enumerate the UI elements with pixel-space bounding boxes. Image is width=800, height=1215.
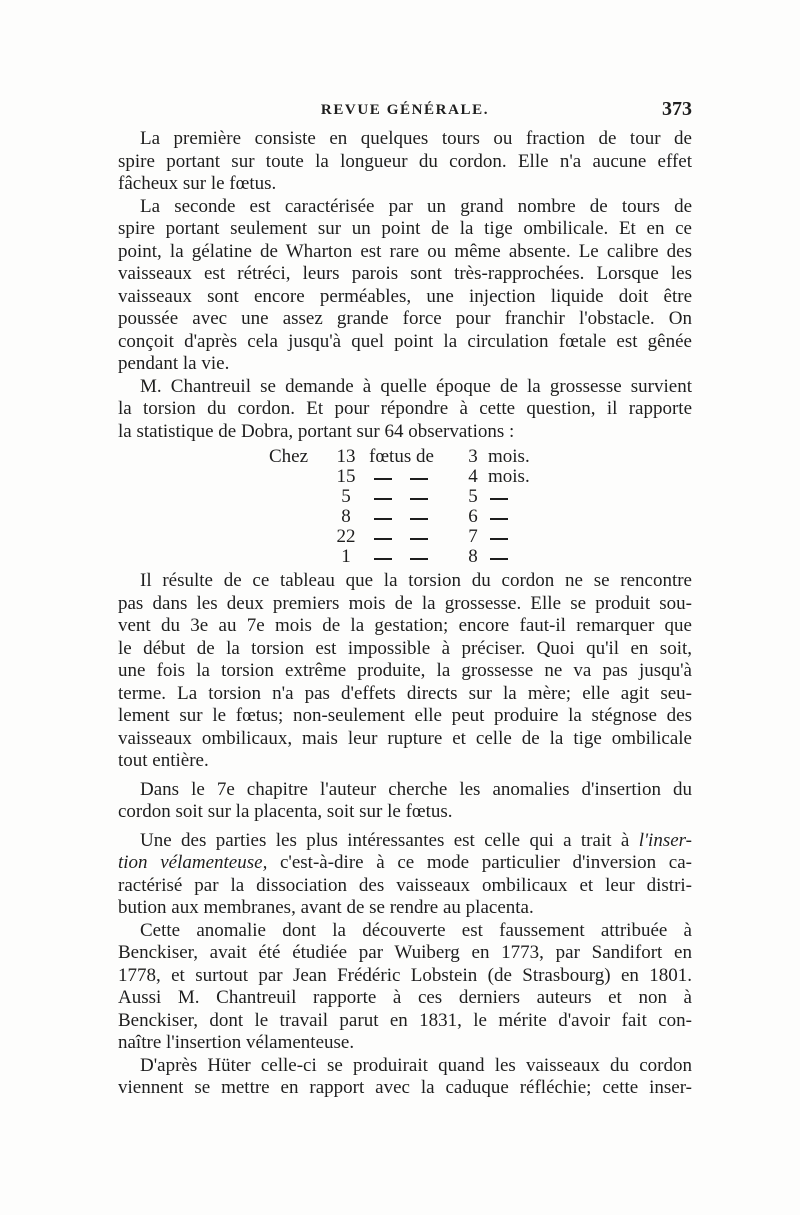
text-line: Benckiser, dont le travail parut en 1831, le mérite d'avoir fait con- [118, 1009, 692, 1031]
ditto-mark [410, 518, 428, 520]
table-row [118, 546, 692, 568]
text-line: pendant la vie. [118, 353, 230, 374]
italic-term: l'inser- [638, 829, 692, 851]
table-unit: fœtus de [369, 446, 434, 467]
fetus-count: 1 [341, 546, 351, 567]
text-line: Aussi M. Chantreuil rapporte à ces derniers auteurs et non à [118, 987, 692, 1008]
text-line: la statistique de Dobra, portant sur 64 observations : [118, 420, 515, 442]
table-row [118, 506, 692, 528]
text-line: Cette anomalie dont la découverte est faussement attribuée à [140, 919, 692, 941]
ditto-mark [374, 558, 392, 560]
ditto-mark [374, 478, 392, 480]
fetus-count: 22 [336, 526, 356, 547]
text-line: La première consiste en quelques tours ou fraction de tour de [140, 128, 692, 149]
ditto-mark [410, 498, 428, 500]
table-row [118, 446, 692, 468]
ditto-mark [410, 478, 428, 480]
paragraph-5 [118, 779, 692, 824]
table-row [118, 466, 692, 488]
text-line: terme. La torsion n'a pas d'effets directs sur la mère; elle agit seu- [118, 682, 692, 704]
paragraph-7 [118, 920, 692, 1055]
text-line: D'après Hüter celle-ci se produirait quand les vaisseaux du cordon [140, 1054, 692, 1076]
text-line: naître l'insertion vélamenteuse. [118, 1032, 355, 1053]
text-line: point, la gélatine de Wharton est rare ou même absente. Le calibre des [118, 240, 692, 262]
fetus-count: 15 [336, 466, 356, 487]
text-line: vent du 3e au 7e mois de la gestation; encore faut-il remarquer que [118, 615, 692, 636]
text-line: viennent se mettre en rapport avec la caduque réfléchie; cette inser- [118, 1077, 692, 1098]
text-line: la torsion du cordon. Et pour répondre à cette question, il rapporte [118, 398, 692, 419]
text-line: spire portant sur toute la longueur du cordon. Elle n'a aucune effet [118, 150, 692, 172]
text-line: vaisseaux sont encore perméables, une injection liquide doit être [118, 285, 692, 307]
ditto-mark [490, 558, 508, 560]
body-text [118, 128, 692, 1100]
month-value: 4 [468, 466, 478, 487]
paragraph-8 [118, 1055, 692, 1100]
ditto-mark [490, 538, 508, 540]
ditto-mark [374, 518, 392, 520]
text-line: vaisseaux ombilicaux, mais leur rupture et celle de la tige ombilicale [118, 727, 692, 749]
paragraph-3 [118, 376, 692, 444]
paragraph-1 [118, 128, 692, 196]
statistics-table [118, 446, 692, 566]
paragraph-6 [118, 830, 692, 920]
text-line: tout entière. [118, 750, 209, 771]
month-value: 5 [468, 486, 478, 507]
fetus-count: 5 [341, 486, 351, 507]
ditto-mark [410, 538, 428, 540]
text-line [118, 830, 692, 853]
fetus-count: 8 [341, 506, 351, 527]
italic-term: tion vélamenteuse, [118, 852, 268, 873]
text-line: spire portant seulement sur un point de la tige ombilicale. Et en ce [118, 218, 692, 239]
month-value: 6 [468, 506, 478, 527]
text-line: bution aux membranes, avant de se rendre au placenta. [118, 897, 534, 918]
text-span: Une des parties les plus intéressantes est celle qui a trait à [140, 829, 639, 851]
text-line: vaisseaux est rétréci, leurs parois sont très-rapprochées. Lorsque les [118, 263, 692, 284]
text-line: 1778, et surtout par Jean Frédéric Lobstein (de Strasbourg) en 1801. [118, 964, 692, 986]
table-row [118, 486, 692, 508]
text-line [118, 852, 692, 875]
text-span: c'est-à-dire à ce mode particulier d'inversion ca- [267, 852, 692, 873]
table-suffix: mois. [488, 446, 530, 467]
month-value: 3 [468, 446, 478, 467]
text-line: le début de la torsion est impossible à préciser. Quoi qu'il en soit, [118, 637, 692, 659]
text-line: cordon soit sur la placenta, soit sur le fœtus. [118, 801, 453, 822]
paragraph-2 [118, 196, 692, 376]
ditto-mark [490, 498, 508, 500]
text-line: M. Chantreuil se demande à quelle époque de la grossesse survient [140, 375, 692, 397]
paragraph-4 [118, 570, 692, 773]
table-suffix: mois. [488, 466, 530, 487]
page-number: 373 [662, 98, 692, 120]
table-row [118, 526, 692, 548]
running-head [118, 98, 692, 124]
text-line: poussée avec une assez grande force pour franchir l'obstacle. On [118, 308, 692, 329]
text-line: ractérisé par la dissociation des vaisseaux ombilicaux et leur distri- [118, 874, 692, 896]
text-line: Benckiser, avait été étudiée par Wuiberg en 1773, par Sandifort en [118, 942, 692, 963]
ditto-mark [490, 518, 508, 520]
text-line: une fois la torsion extrême produite, la grossesse ne va pas jusqu'à [118, 660, 692, 681]
text-line: conçoit d'après cela jusqu'à quel point la circulation fœtale est gênée [118, 330, 692, 352]
text-line: fâcheux sur le fœtus. [118, 173, 277, 194]
text-line: Dans le 7e chapitre l'auteur cherche les anomalies d'insertion du [140, 778, 692, 800]
text-line: Il résulte de ce tableau que la torsion du cordon ne se rencontre [140, 570, 692, 591]
ditto-mark [410, 558, 428, 560]
fetus-count: 13 [336, 446, 356, 467]
text-line: lement sur le fœtus; non-seulement elle peut produire la stégnose des [118, 705, 692, 726]
text-line: pas dans les deux premiers mois de la grossesse. Elle se produit sou- [118, 592, 692, 614]
text-line: La seconde est caractérisée par un grand nombre de tours de [140, 195, 692, 217]
month-value: 8 [468, 546, 478, 567]
ditto-mark [374, 498, 392, 500]
month-value: 7 [468, 526, 478, 547]
table-label: Chez [269, 446, 309, 467]
ditto-mark [374, 538, 392, 540]
running-title: REVUE GÉNÉRALE. [320, 102, 490, 118]
